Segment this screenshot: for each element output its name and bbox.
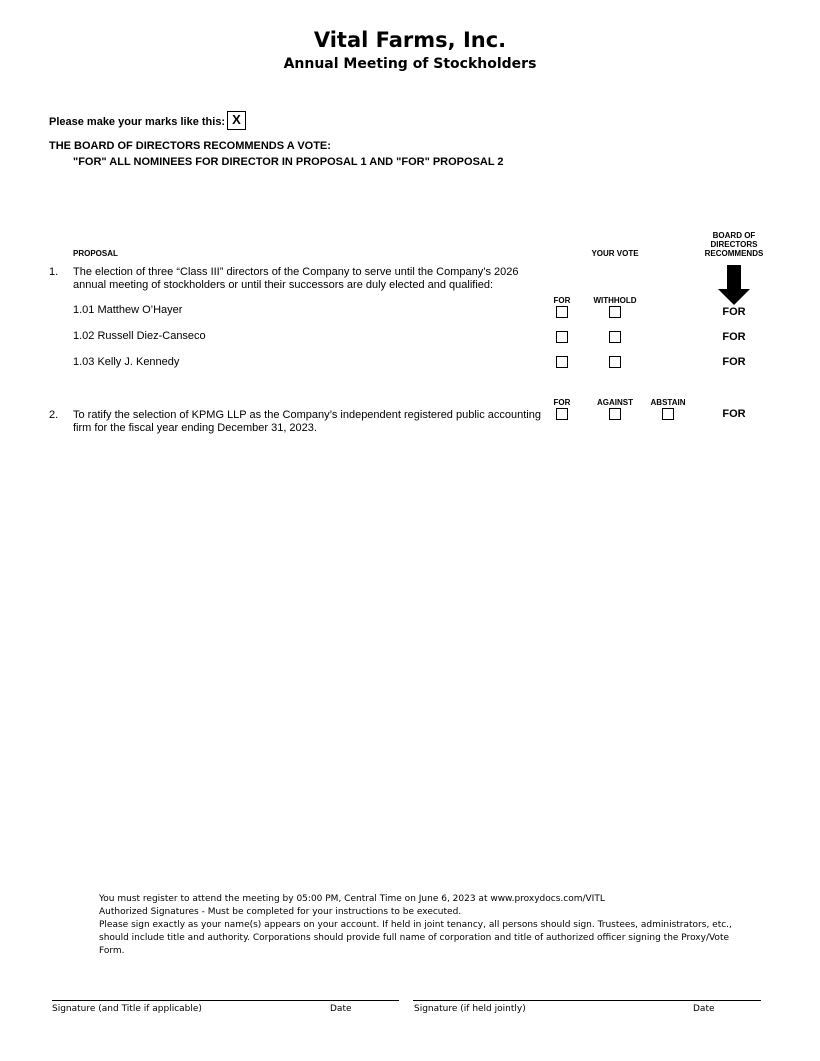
nominee-1-02-recommendation: FOR	[722, 331, 746, 343]
board-recommends-column-header	[700, 231, 768, 258]
date-1-label: Date	[330, 1004, 352, 1014]
proposal-column-header: PROPOSAL	[73, 249, 118, 258]
proposal-2-for-checkbox[interactable]	[556, 408, 568, 420]
nominee-1-02-label: 1.02 Russell Diez-Canseco	[73, 330, 206, 342]
proposal-1-text-line1: The election of three “Class III” directors of the Company to serve until the Company’s 2026	[73, 266, 519, 278]
signature-1-label: Signature (and Title if applicable)	[52, 1004, 202, 1014]
company-title: Vital Farms, Inc.	[313, 28, 507, 52]
signing-instructions-line1: Please sign exactly as your name(s) appears on your account. If held in joint tenancy, all persons should sign. Trustees, administrators, etc.,	[99, 920, 732, 930]
mark-example-box: X	[227, 111, 246, 130]
proposal-2-text	[73, 409, 543, 435]
proposal-1-number: 1.	[49, 266, 59, 278]
registration-note: You must register to attend the meeting by 05:00 PM, Central Time on June 6, 2023 at www.proxydocs.com/VITL	[99, 894, 605, 904]
proposal-2-abstain-header: ABSTAIN	[650, 398, 686, 407]
proposal-2-text-line1: To ratify the selection of KPMG LLP as the Company’s independent registered public accounting	[73, 409, 541, 421]
nominee-1-01-for-checkbox[interactable]	[556, 306, 568, 318]
footer-notes	[99, 893, 739, 958]
nominee-1-03-label: 1.03 Kelly J. Kennedy	[73, 356, 180, 368]
nominee-1-01-label: 1.01 Matthew O’Hayer	[73, 304, 183, 316]
down-arrow-icon	[718, 265, 750, 305]
meeting-title: Annual Meeting of Stockholders	[283, 56, 537, 72]
board-header-line1: BOARD OF	[712, 231, 756, 240]
nominee-1-03-withhold-checkbox[interactable]	[609, 356, 621, 368]
signature-line-1[interactable]	[52, 1000, 399, 1001]
proposal-2-against-header: AGAINST	[597, 398, 633, 407]
nominee-1-01-recommendation: FOR	[722, 306, 746, 318]
nominee-1-02-withhold-checkbox[interactable]	[609, 331, 621, 343]
nominee-1-03-for-checkbox[interactable]	[556, 356, 568, 368]
proposal-1-for-header: FOR	[553, 296, 571, 305]
proposal-2-number: 2.	[49, 409, 59, 421]
nominee-1-02-for-checkbox[interactable]	[556, 331, 568, 343]
signature-line-2[interactable]	[413, 1000, 761, 1001]
proposal-2-text-line2: firm for the fiscal year ending December 31, 2023.	[73, 422, 317, 434]
proposal-2-for-header: FOR	[553, 398, 571, 407]
nominee-1-01-withhold-checkbox[interactable]	[609, 306, 621, 318]
authorized-signatures-note: Authorized Signatures - Must be completed for your instructions to be executed.	[99, 907, 462, 917]
signing-instructions-line2: should include title and authority. Corporations should provide full name of corporation and title of authorized officer signing the Proxy/Vote	[99, 933, 730, 943]
proposal-2-against-checkbox[interactable]	[609, 408, 621, 420]
your-vote-column-header: YOUR VOTE	[591, 249, 639, 258]
proposal-1-text-line2: annual meeting of stockholders or until their successors are duly elected and qualified:	[73, 279, 494, 291]
proposal-2-recommendation: FOR	[722, 408, 746, 420]
board-header-line3: RECOMMENDS	[704, 249, 764, 258]
proposal-2-abstain-checkbox[interactable]	[662, 408, 674, 420]
signature-2-label: Signature (if held jointly)	[414, 1004, 526, 1014]
nominee-1-03-recommendation: FOR	[722, 356, 746, 368]
board-recommendation-heading: THE BOARD OF DIRECTORS RECOMMENDS A VOTE:	[49, 140, 331, 152]
marks-instruction: Please make your marks like this:	[49, 116, 226, 128]
signing-instructions-line3: Form.	[99, 946, 125, 956]
proposal-1-withhold-header: WITHHOLD	[593, 296, 637, 305]
proposal-1-text	[73, 266, 543, 292]
board-recommendation-detail: "FOR" ALL NOMINEES FOR DIRECTOR IN PROPOSAL 1 AND "FOR" PROPOSAL 2	[73, 156, 504, 168]
board-header-line2: DIRECTORS	[710, 240, 758, 249]
date-2-label: Date	[693, 1004, 715, 1014]
